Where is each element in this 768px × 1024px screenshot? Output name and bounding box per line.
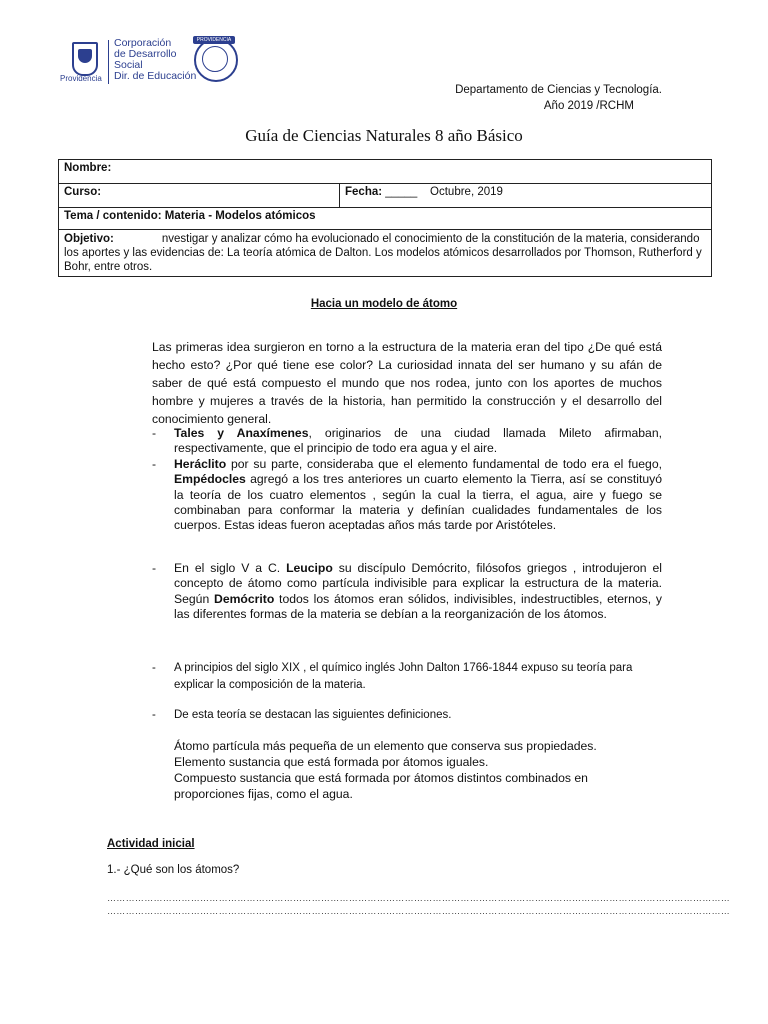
fecha-blank: _____	[385, 186, 418, 198]
corp-line-2: de Desarrollo	[114, 48, 177, 60]
year-line: Año 2019 /RCHM	[543, 100, 634, 112]
student-info-table	[58, 159, 712, 277]
bullet-dash: -	[152, 457, 157, 471]
objetivo-cell	[59, 230, 712, 277]
bullet-text-pre: En el siglo V a C.	[174, 561, 287, 575]
answer-line-2[interactable]: …………………………………………………………………………………………………………………………………………………………………………………	[107, 906, 731, 916]
department-line: Departamento de Ciencias y Tecnología.	[455, 84, 662, 96]
page-title: Guía de Ciencias Naturales 8 año Básico	[245, 126, 523, 145]
bold-term: Empédocles	[174, 472, 246, 487]
fecha-cell[interactable]	[340, 184, 712, 208]
bullet-dash: -	[152, 426, 157, 440]
fecha-label: Fecha:	[345, 186, 383, 198]
definition-atomo: Átomo partícula más pequeña de un elemento que conserva sus propiedades.	[174, 739, 597, 753]
bullet-text	[174, 457, 662, 533]
bullet-text-rest: todos los átomos eran sólidos, indivisibles, indestructibles, eternos, y las diferentes formas de la materia se debían a la reorganización de los átomos.	[174, 591, 662, 621]
bullet-text: De esta teoría se destacan las siguientes definiciones.	[174, 709, 452, 721]
activity-title: Actividad inicial	[107, 838, 195, 850]
nombre-label: Nombre:	[64, 162, 112, 174]
bold-term: Demócrito	[214, 591, 275, 606]
objetivo-label: Objetivo:	[64, 233, 114, 245]
definition-compuesto: Compuesto sustancia que está formada por átomos distintos combinados en proporciones fijas, como el agua.	[174, 771, 588, 801]
department-info	[380, 82, 662, 114]
bullet-text	[174, 561, 662, 622]
section-title: Hacia un modelo de átomo	[310, 298, 458, 310]
bold-term: Heráclito	[174, 457, 227, 471]
bullet-dash: -	[152, 662, 156, 674]
definition-elemento: Elemento sustancia que está formada por átomos iguales.	[174, 755, 489, 769]
nombre-cell[interactable]	[59, 160, 712, 184]
logo-city-label: Providencia	[60, 74, 102, 83]
bullet-text	[174, 426, 662, 457]
fecha-value: Octubre, 2019	[430, 186, 503, 198]
corporation-name	[114, 38, 196, 82]
objetivo-text: nvestigar y analizar cómo ha evolucionado el conocimiento de la constitución de la materia, considerando los aportes y las evidencias de: La teoría atómica de Dalton. Los modelos atómicos desarrollados por Thomson, Rutherford y Bohr, entre otros.	[64, 233, 702, 273]
seal-inner-ring	[202, 46, 228, 72]
bullet-dash: -	[152, 709, 156, 721]
corp-line-4: Dir. de Educación	[114, 70, 197, 82]
bullet-text-rest: , originarios de una ciudad llamada Mileto afirmaban, respectivamente, que el principio de todo era agua y el aire.	[174, 426, 662, 456]
corp-line-1: Corporación	[114, 37, 172, 49]
answer-line-1[interactable]: …………………………………………………………………………………………………………………………………………………………………………………	[107, 893, 731, 903]
intro-paragraph: Las primeras idea surgieron en torno a la estructura de la materia eran del tipo ¿De qué está hecho esto? ¿Por qué tiene ese color? La curiosidad innata del ser humano y su afán de saber de qué está compuesto el mundo que nos rodea, junto con los aportes de muchos hombre y mujeres a través de la historia, han permitido la construcción y el desarrollo del conocimiento general.	[152, 340, 662, 426]
corp-line-3: Social	[114, 59, 143, 71]
tema-cell: Tema / contenido: Materia - Modelos atómicos	[59, 208, 712, 230]
curso-cell[interactable]	[59, 184, 340, 208]
seal-icon	[194, 38, 238, 82]
curso-label: Curso:	[64, 186, 102, 198]
bullet-text-mid: su discípulo Demócrito, filósofos griegos , introdujeron el concepto de átomo como partícula indivisible para explicar la estructura de la materia. Según	[174, 561, 662, 606]
question-1: 1.- ¿Qué son los átomos?	[107, 864, 240, 876]
seal-band	[193, 36, 235, 44]
bullet-text: A principios del siglo XIX , el químico inglés John Dalton 1766-1844 expuso su teoría para explicar la composición de la materia.	[174, 662, 633, 691]
bold-term: Tales y Anaxímenes	[174, 426, 309, 440]
bullet-dash: -	[152, 561, 157, 575]
shield-icon	[72, 42, 98, 76]
seal-label: PROVIDENCIA	[196, 37, 232, 43]
logo-divider	[108, 40, 109, 84]
bold-term: Leucipo	[286, 561, 333, 575]
bullet-text-mid: por su parte, consideraba que el elemento fundamental de todo era el fuego,	[226, 457, 662, 471]
bullet-text-rest: agregó a los tres anteriores un cuarto elemento la Tierra, así se constituyó la teoría de los cuatro elementos , según la cual la tierra, el agua, aire y fuego se combinaban para conformar la materia y definían cualidades fundamentales de los cuerpos. Estas ideas fueron aceptadas años más tarde por Aristóteles.	[174, 472, 662, 533]
